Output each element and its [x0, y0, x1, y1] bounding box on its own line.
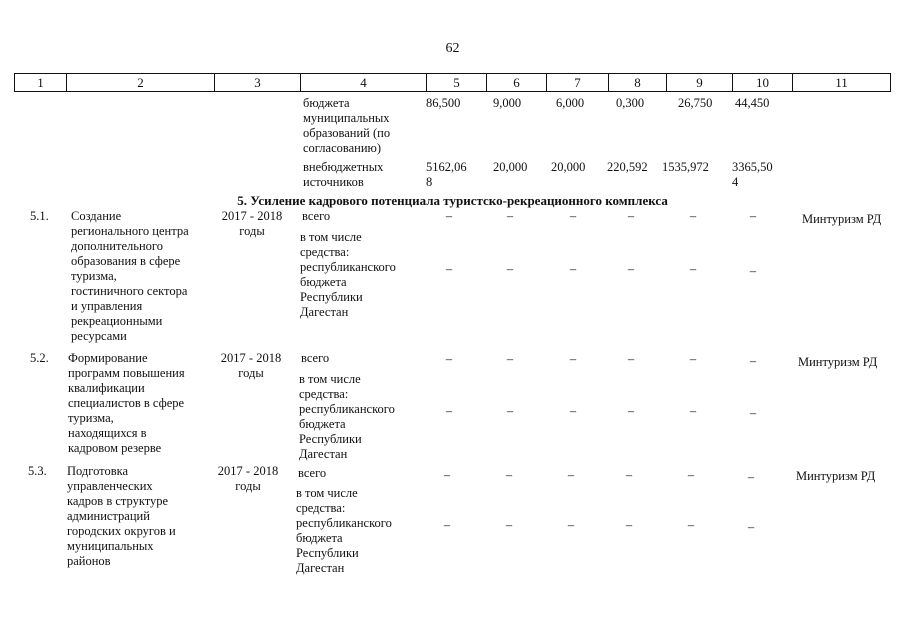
- column-header: 8: [609, 74, 667, 91]
- column-header: 10: [733, 74, 793, 91]
- dash-cell: –: [689, 209, 697, 223]
- dash-cell: –: [687, 468, 695, 482]
- item-period: 2017 - 2018 годы: [220, 351, 282, 380]
- dash-cell: –: [445, 352, 453, 366]
- funding-total-label: всего: [302, 209, 331, 223]
- column-header: 7: [547, 74, 609, 91]
- dash-cell: –: [506, 404, 514, 418]
- funding-total-label: всего: [301, 351, 330, 365]
- dash-cell: –: [747, 470, 755, 484]
- column-header: 3: [215, 74, 301, 91]
- value-cell: 20,000: [551, 160, 586, 174]
- item-number: 5.1.: [30, 209, 49, 223]
- dash-cell: –: [569, 262, 577, 276]
- value-cell: 20,000: [493, 160, 528, 174]
- value-cell: 6,000: [556, 96, 585, 110]
- section-title: 5. Усиление кадрового потенциала туристско-рекреационного комплекса: [237, 193, 668, 208]
- dash-cell: –: [689, 352, 697, 366]
- executor: Минтуризм РД: [796, 469, 876, 483]
- dash-cell: –: [627, 352, 635, 366]
- dash-cell: –: [625, 468, 633, 482]
- item-number: 5.2.: [30, 351, 49, 365]
- column-header: 2: [67, 74, 215, 91]
- dash-cell: –: [443, 518, 451, 532]
- dash-cell: –: [749, 264, 757, 278]
- value-cell: 44,450: [735, 96, 770, 110]
- dash-cell: –: [505, 518, 513, 532]
- column-header: 1: [15, 74, 67, 91]
- column-header: 5: [427, 74, 487, 91]
- dash-cell: –: [443, 468, 451, 482]
- column-header: 4: [301, 74, 427, 91]
- dash-cell: –: [625, 518, 633, 532]
- dash-cell: –: [749, 406, 757, 420]
- funding-source-label: в том числе средства: республиканского бюджета Республики Дагестан: [300, 230, 396, 319]
- item-period: 2017 - 2018 годы: [217, 464, 279, 493]
- executor: Минтуризм РД: [802, 212, 882, 226]
- funding-source-label: в том числе средства: республиканского бюджета Республики Дагестан: [299, 372, 395, 461]
- dash-cell: –: [689, 262, 697, 276]
- item-name: Создание регионального центра дополнительного образования в сфере туризма, гостиничного сектора и управления рекреационными ресурсами: [71, 209, 189, 343]
- dash-cell: –: [627, 209, 635, 223]
- column-header: 9: [667, 74, 733, 91]
- dash-cell: –: [687, 518, 695, 532]
- value-cell: 0,300: [616, 96, 645, 110]
- column-header: 6: [487, 74, 547, 91]
- table-header-row: [14, 73, 891, 92]
- funding-source-municipal: бюджета муниципальных образований (по согласованию): [303, 96, 391, 155]
- item-name: Формирование программ повышения квалификации специалистов в сфере туризма, находящихся в кадровом резерве: [68, 351, 185, 455]
- dash-cell: –: [505, 468, 513, 482]
- value-cell: 220,592: [607, 160, 648, 174]
- dash-cell: –: [747, 520, 755, 534]
- dash-cell: –: [445, 262, 453, 276]
- dash-cell: –: [569, 209, 577, 223]
- funding-source-offbudget: внебюджетных источников: [303, 160, 384, 189]
- executor: Минтуризм РД: [798, 355, 878, 369]
- page-number: 62: [445, 41, 460, 56]
- dash-cell: –: [749, 354, 757, 368]
- dash-cell: –: [689, 404, 697, 418]
- value-cell: 3365,50 4: [732, 160, 773, 189]
- dash-cell: –: [506, 352, 514, 366]
- value-cell: 86,500: [426, 96, 461, 110]
- dash-cell: –: [749, 209, 757, 223]
- value-cell: 1535,972: [662, 160, 709, 174]
- dash-cell: –: [506, 209, 514, 223]
- dash-cell: –: [569, 404, 577, 418]
- funding-total-label: всего: [298, 466, 327, 480]
- value-cell: 26,750: [678, 96, 713, 110]
- dash-cell: –: [567, 468, 575, 482]
- dash-cell: –: [506, 262, 514, 276]
- value-cell: 9,000: [493, 96, 522, 110]
- value-cell: 5162,06 8: [426, 160, 467, 189]
- item-name: Подготовка управленческих кадров в структуре администраций городских округов и муниципальных районов: [67, 464, 176, 568]
- funding-source-label: в том числе средства: республиканского бюджета Республики Дагестан: [296, 486, 392, 575]
- dash-cell: –: [445, 209, 453, 223]
- dash-cell: –: [569, 352, 577, 366]
- column-header: 11: [835, 75, 848, 90]
- item-number: 5.3.: [28, 464, 47, 478]
- dash-cell: –: [627, 404, 635, 418]
- dash-cell: –: [627, 262, 635, 276]
- item-period: 2017 - 2018 годы: [221, 209, 283, 238]
- dash-cell: –: [445, 404, 453, 418]
- dash-cell: –: [567, 518, 575, 532]
